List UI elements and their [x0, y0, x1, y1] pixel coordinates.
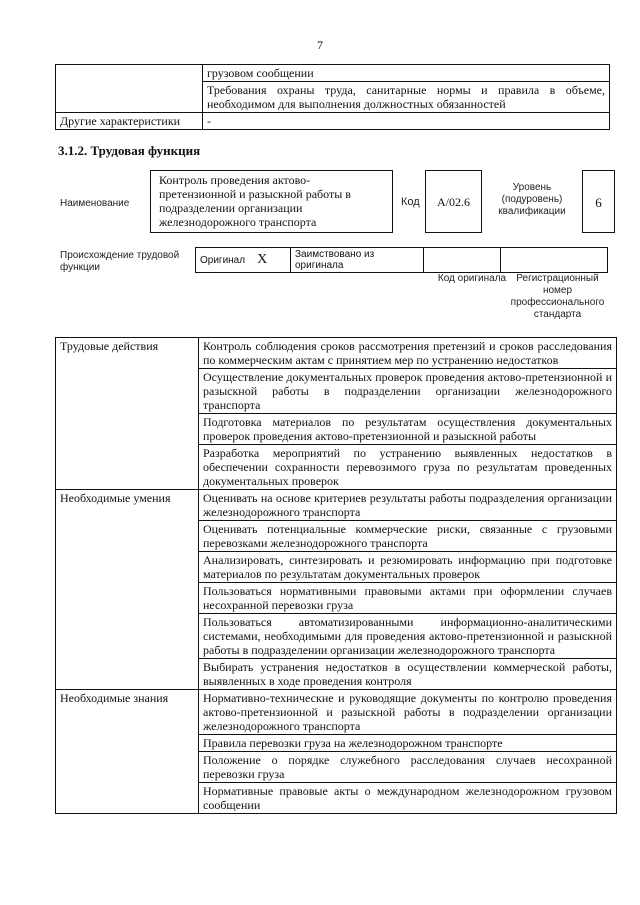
- item-text: Осуществление документальных проверок проведения актово-претензионной и разыскной работы в подразделении организации железнодорожного транспорта: [199, 369, 617, 414]
- original-mark: X: [257, 252, 268, 267]
- page-number: 7: [317, 38, 323, 52]
- table-row: [56, 690, 617, 735]
- table-row: [56, 338, 617, 369]
- table-row: [56, 659, 617, 690]
- reg-number-label: Регистрационный номер профессионального стандарта: [510, 273, 605, 320]
- reg-number-cell: [501, 248, 608, 273]
- table-row: [56, 65, 610, 82]
- table-row: [56, 583, 617, 614]
- item-text: Пользоваться автоматизированными информационно-аналитическими системами, необходимыми для проведения актово-претензионной и разыскной работы в подразделении организации железнодорожного транспорта: [199, 614, 617, 659]
- table-row: [56, 414, 617, 445]
- category-cell: [56, 583, 199, 614]
- table-row: [196, 248, 608, 273]
- original-code-label: Код оригинала: [437, 273, 507, 284]
- row-text: Требования охраны труда, санитарные нормы и правила в объеме, необходимом для выполнения должностных обязанностей: [203, 82, 610, 113]
- row-text: грузовом сообщении: [203, 65, 610, 82]
- item-text: Положение о порядке служебного расследования случаев несохранной перевозки груза: [199, 752, 617, 783]
- category-cell: Необходимые знания: [56, 690, 199, 735]
- function-code: А/02.6: [425, 170, 482, 233]
- category-cell: [56, 783, 199, 814]
- category-cell: [56, 735, 199, 752]
- category-cell: Трудовые действия: [56, 338, 199, 369]
- top-continuation-table: [55, 64, 610, 130]
- item-text: Разработка мероприятий по устранению выявленных недостатков в обеспечении сохранности перевозимого груза по результатам проведенных документальных проверок: [199, 445, 617, 490]
- item-text: Выбирать устранения недостатков в осуществлении коммерческой работы, выявленных в ходе проведения контроля: [199, 659, 617, 690]
- category-cell: [56, 414, 199, 445]
- category-cell: [56, 614, 199, 659]
- item-text: Анализировать, синтезировать и резюмировать информацию при подготовке материалов по результатам документальных проверок: [199, 552, 617, 583]
- table-row: [56, 113, 610, 130]
- item-text: Нормативные правовые акты о международном железнодорожном грузовом сообщении: [199, 783, 617, 814]
- origin-label: Происхождение трудовой функции: [60, 250, 180, 273]
- table-row: [56, 735, 617, 752]
- category-cell: [56, 445, 199, 490]
- name-label: Наименование: [60, 198, 130, 209]
- item-text: Правила перевозки груза на железнодорожном транспорте: [199, 735, 617, 752]
- table-row: [56, 369, 617, 414]
- item-text: Подготовка материалов по результатам осуществления документальных проверок проведения актово-претензионной и разыскной работы: [199, 414, 617, 445]
- category-cell: [56, 552, 199, 583]
- item-text: Оценивать потенциальные коммерческие риски, связанные с грузовыми перевозками железнодорожного транспорта: [199, 521, 617, 552]
- category-cell: Необходимые умения: [56, 490, 199, 521]
- original-cell: [196, 248, 291, 273]
- code-label: Код: [401, 196, 420, 208]
- item-text: Нормативно-технические и руководящие документы по контролю проведения актово-претензионной и разыскной работы в подразделении организации железнодорожного транспорта: [199, 690, 617, 735]
- qualification-level: 6: [582, 170, 615, 233]
- table-row: [56, 752, 617, 783]
- category-cell: [56, 659, 199, 690]
- category-cell: [56, 752, 199, 783]
- table-row: [56, 490, 617, 521]
- item-text: Контроль соблюдения сроков рассмотрения претензий и сроков расследования по коммерческим актам с принятием мер по устранению недостатков: [199, 338, 617, 369]
- table-row: [56, 445, 617, 490]
- borrowed-label: Заимствовано из оригинала: [291, 248, 424, 273]
- category-cell: [56, 521, 199, 552]
- function-details-table: [55, 337, 617, 814]
- origin-table: [195, 247, 608, 273]
- table-row: [56, 783, 617, 814]
- section-title: 3.1.2. Трудовая функция: [58, 143, 201, 158]
- original-label: Оригинал: [200, 255, 246, 266]
- table-row: [56, 552, 617, 583]
- function-name: Контроль проведения актово-претензионной и разыскной работы в подразделении организации железнодорожного транспорта: [150, 170, 393, 233]
- row-text: -: [203, 113, 610, 130]
- level-label: Уровень (подуровень) квалификации: [498, 182, 566, 217]
- table-row: [56, 521, 617, 552]
- item-text: Оценивать на основе критериев результаты работы подразделения организации железнодорожного транспорта: [199, 490, 617, 521]
- row-label: Другие характеристики: [56, 113, 203, 130]
- original-code-cell: [424, 248, 501, 273]
- category-cell: [56, 369, 199, 414]
- item-text: Пользоваться нормативными правовыми актами при оформлении случаев несохранной перевозки груза: [199, 583, 617, 614]
- row-label: [56, 65, 203, 113]
- table-row: [56, 614, 617, 659]
